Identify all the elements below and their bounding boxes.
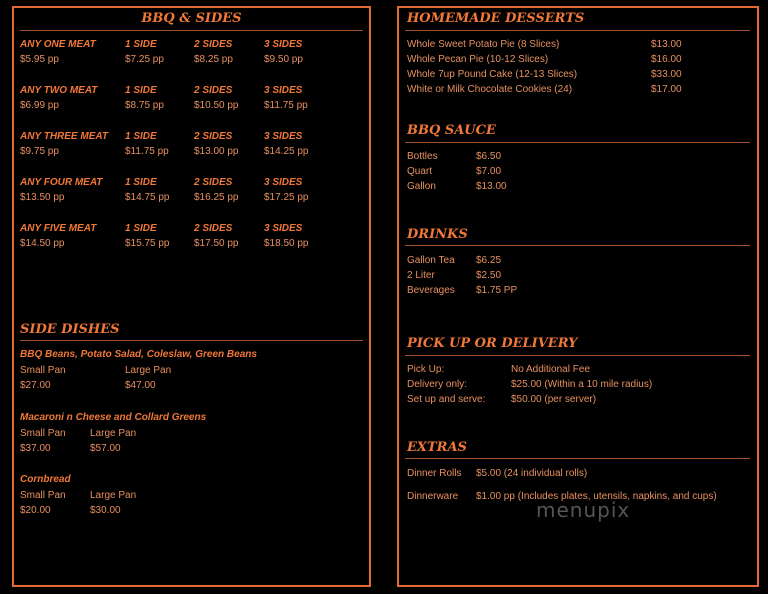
drinks-rule bbox=[405, 245, 750, 246]
large-pan-label: Large Pan bbox=[90, 428, 137, 439]
three-sides-label: 3 SIDES bbox=[264, 85, 303, 96]
dessert-item-name: Whole 7up Pound Cake (12-13 Slices) bbox=[407, 69, 578, 80]
drink-item-price: $2.50 bbox=[476, 270, 502, 281]
large-pan-label: Large Pan bbox=[125, 365, 172, 376]
side-dish-group-name: Cornbread bbox=[20, 474, 71, 485]
pickup-item-name: Delivery only: bbox=[407, 379, 468, 390]
small-pan-label: Small Pan bbox=[20, 490, 66, 501]
dessert-item-name: White or Milk Chocolate Cookies (24) bbox=[407, 84, 573, 95]
one-side-price: $14.75 pp bbox=[125, 192, 170, 203]
pickup-item-value: $50.00 (per server) bbox=[511, 394, 597, 405]
bbq-sauce-heading: BBQ SAUCE bbox=[407, 123, 496, 138]
extras-item-value: $5.00 (24 individual rolls) bbox=[476, 468, 588, 479]
large-pan-price: $30.00 bbox=[90, 505, 121, 516]
three-sides-price: $17.25 pp bbox=[264, 192, 309, 203]
small-pan-price: $20.00 bbox=[20, 505, 51, 516]
one-side-label: 1 SIDE bbox=[125, 131, 157, 142]
extras-item-name: Dinnerware bbox=[407, 491, 459, 502]
side-dish-group-name: Macaroni n Cheese and Collard Greens bbox=[20, 412, 207, 423]
extras-heading: EXTRAS bbox=[407, 440, 467, 455]
pickup-item-value: No Additional Fee bbox=[511, 364, 590, 375]
drink-item-name: 2 Liter bbox=[407, 270, 435, 281]
meat-option-price: $14.50 pp bbox=[20, 238, 65, 249]
two-sides-label: 2 SIDES bbox=[194, 223, 233, 234]
sauce-item-price: $13.00 bbox=[476, 181, 507, 192]
pickup-item-name: Pick Up: bbox=[407, 364, 445, 375]
small-pan-price: $27.00 bbox=[20, 380, 51, 391]
drink-item-name: Beverages bbox=[407, 285, 455, 296]
pickup-rule bbox=[405, 355, 750, 356]
desserts-heading: HOMEMADE DESSERTS bbox=[407, 11, 585, 26]
drink-item-price: $1.75 PP bbox=[476, 285, 518, 296]
one-side-label: 1 SIDE bbox=[125, 177, 157, 188]
dessert-item-price: $33.00 bbox=[651, 69, 682, 80]
one-side-price: $8.75 pp bbox=[125, 100, 164, 111]
two-sides-price: $8.25 pp bbox=[194, 54, 233, 65]
meat-option-label: ANY TWO MEAT bbox=[20, 85, 98, 96]
drink-item-name: Gallon Tea bbox=[407, 255, 455, 266]
extras-item-value: $1.00 pp (Includes plates, utensils, napkins, and cups) bbox=[476, 491, 717, 502]
small-pan-label: Small Pan bbox=[20, 428, 66, 439]
bbq-sauce-rule bbox=[405, 142, 750, 143]
three-sides-price: $18.50 pp bbox=[264, 238, 309, 249]
meat-option-label: ANY FIVE MEAT bbox=[20, 223, 97, 234]
three-sides-label: 3 SIDES bbox=[264, 177, 303, 188]
drinks-heading: DRINKS bbox=[407, 227, 468, 242]
sauce-item-name: Gallon bbox=[407, 181, 436, 192]
three-sides-price: $9.50 pp bbox=[264, 54, 303, 65]
side-dishes-heading: SIDE DISHES bbox=[20, 322, 120, 337]
one-side-price: $11.75 pp bbox=[125, 146, 169, 157]
dessert-item-price: $17.00 bbox=[651, 84, 682, 95]
meat-option-label: ANY ONE MEAT bbox=[20, 39, 96, 50]
desserts-rule bbox=[405, 30, 750, 31]
dessert-item-price: $13.00 bbox=[651, 39, 682, 50]
two-sides-price: $10.50 pp bbox=[194, 100, 239, 111]
sauce-item-name: Bottles bbox=[407, 151, 438, 162]
meat-option-price: $6.99 pp bbox=[20, 100, 59, 111]
pickup-item-value: $25.00 (Within a 10 mile radius) bbox=[511, 379, 653, 390]
small-pan-label: Small Pan bbox=[20, 365, 66, 376]
three-sides-label: 3 SIDES bbox=[264, 39, 303, 50]
meat-option-label: ANY FOUR MEAT bbox=[20, 177, 103, 188]
drink-item-price: $6.25 bbox=[476, 255, 502, 266]
two-sides-label: 2 SIDES bbox=[194, 131, 233, 142]
two-sides-price: $17.50 pp bbox=[194, 238, 239, 249]
sauce-item-name: Quart bbox=[407, 166, 433, 177]
one-side-price: $7.25 pp bbox=[125, 54, 164, 65]
dessert-item-name: Whole Sweet Potato Pie (8 Slices) bbox=[407, 39, 560, 50]
meat-option-label: ANY THREE MEAT bbox=[20, 131, 108, 142]
one-side-price: $15.75 pp bbox=[125, 238, 170, 249]
side-dish-group-name: BBQ Beans, Potato Salad, Coleslaw, Green Beans bbox=[20, 349, 257, 360]
pickup-heading: PICK UP OR DELIVERY bbox=[407, 336, 578, 351]
small-pan-price: $37.00 bbox=[20, 443, 51, 454]
pickup-item-name: Set up and serve: bbox=[407, 394, 486, 405]
sauce-item-price: $6.50 bbox=[476, 151, 502, 162]
large-pan-label: Large Pan bbox=[90, 490, 137, 501]
three-sides-label: 3 SIDES bbox=[264, 131, 303, 142]
meat-option-price: $13.50 pp bbox=[20, 192, 65, 203]
extras-rule bbox=[405, 458, 750, 459]
bbq-sides-heading: BBQ & SIDES bbox=[141, 11, 242, 26]
extras-item-name: Dinner Rolls bbox=[407, 468, 462, 479]
two-sides-label: 2 SIDES bbox=[194, 39, 233, 50]
watermark-logo: menupix bbox=[536, 498, 631, 522]
one-side-label: 1 SIDE bbox=[125, 39, 157, 50]
three-sides-price: $11.75 pp bbox=[264, 100, 308, 111]
dessert-item-price: $16.00 bbox=[651, 54, 682, 65]
meat-option-price: $9.75 pp bbox=[20, 146, 59, 157]
two-sides-label: 2 SIDES bbox=[194, 85, 233, 96]
side-dishes-rule bbox=[20, 340, 363, 341]
one-side-label: 1 SIDE bbox=[125, 223, 157, 234]
meat-option-price: $5.95 pp bbox=[20, 54, 59, 65]
two-sides-price: $13.00 pp bbox=[194, 146, 239, 157]
two-sides-label: 2 SIDES bbox=[194, 177, 233, 188]
large-pan-price: $57.00 bbox=[90, 443, 121, 454]
dessert-item-name: Whole Pecan Pie (10-12 Slices) bbox=[407, 54, 549, 65]
one-side-label: 1 SIDE bbox=[125, 85, 157, 96]
sauce-item-price: $7.00 bbox=[476, 166, 502, 177]
large-pan-price: $47.00 bbox=[125, 380, 156, 391]
bbq-sides-rule bbox=[20, 30, 363, 31]
two-sides-price: $16.25 pp bbox=[194, 192, 239, 203]
three-sides-label: 3 SIDES bbox=[264, 223, 303, 234]
three-sides-price: $14.25 pp bbox=[264, 146, 309, 157]
